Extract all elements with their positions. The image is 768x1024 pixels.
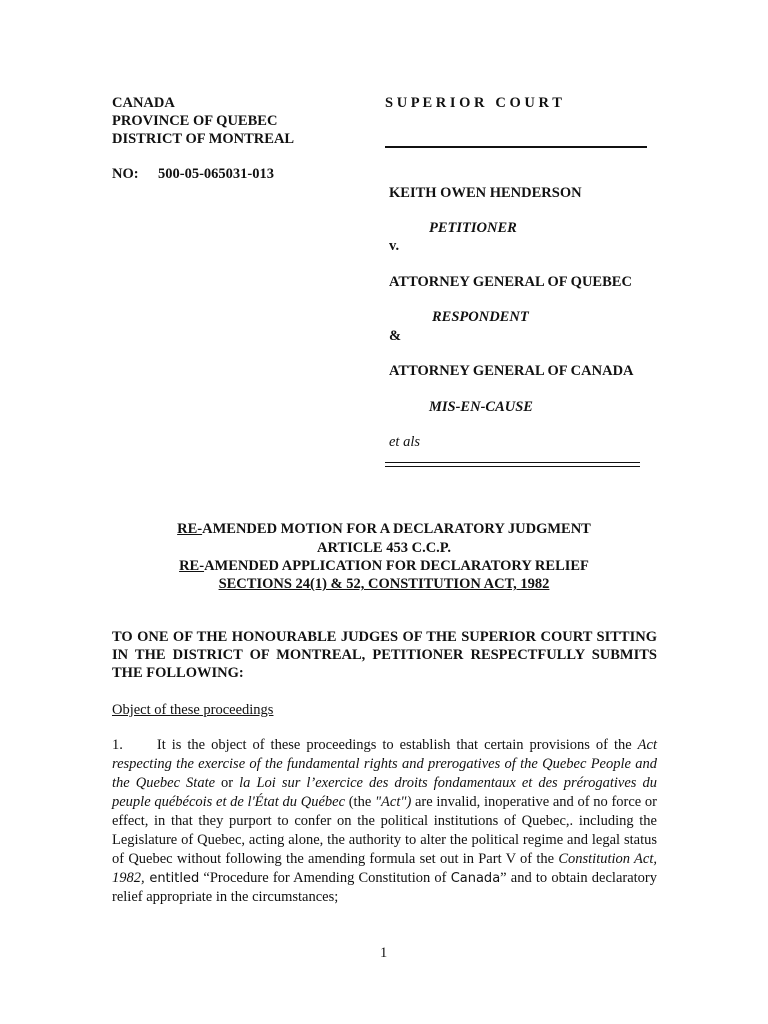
petitioner-name: KEITH OWEN HENDERSON (389, 185, 582, 201)
header-district: DISTRICT OF MONTREAL (112, 131, 295, 147)
et-als-label: et als (389, 434, 421, 450)
paragraph-1-text-c: (the (345, 794, 375, 810)
section-heading: Object of these proceedings (112, 702, 274, 718)
paragraph-number: 1. (112, 737, 123, 753)
paragraph-1-entitled: entitled (144, 871, 200, 886)
mis-en-cause-name: ATTORNEY GENERAL OF CANADA (389, 363, 634, 379)
act-english-title: Act respecting the exercise of the fundamental rights and prerogatives of the Quebec People and the Quebec State (112, 737, 657, 791)
paragraph-1-text-e: “Procedure for Amending Constitution of (199, 870, 451, 886)
case-number: 500-05-065031-013 (158, 166, 274, 182)
mis-en-cause-role: MIS-EN-CAUSE (429, 399, 533, 415)
title-line-2: ARTICLE 453 C.C.P. (317, 540, 451, 556)
paragraph-1-text-d: are invalid, inoperative and of no force or effect, in that they purport to confer on the political institutions of Quebec,. including the Legislature of Quebec, acting alone, the authority to alter the political regime and legal status of Quebec without following the amending formula set out in Part V of the (112, 794, 658, 867)
constitution-act-title: Constitution Act, 1982, (112, 851, 657, 886)
title-line-3 (0, 557, 768, 575)
act-short-name: "Act") (374, 794, 412, 810)
paragraph-1 (112, 736, 657, 907)
parties-double-rule (385, 462, 640, 467)
court-rule (385, 146, 647, 148)
header-canada: CANADA (112, 95, 175, 111)
header-province: PROVINCE OF QUEBEC (112, 113, 278, 129)
title-line-1 (0, 520, 768, 538)
paragraph-1-text-b: or (215, 775, 240, 791)
court-address: TO ONE OF THE HONOURABLE JUDGES OF THE SUPERIOR COURT SITTING IN THE DISTRICT OF MONTREAL, PETITIONER RESPECTFULLY SUBMITS THE FOLLOWING: (112, 629, 657, 681)
paragraph-1-text-a: It is the object of these proceedings to establish that certain provisions of the (156, 737, 638, 753)
act-french-title: la Loi sur l’exercice des droits fondamentaux et des prérogatives du peuple québécois et de l'État du Québec (112, 775, 657, 810)
title-line-3-text: AMENDED APPLICATION FOR DECLARATORY RELIEF (204, 558, 589, 574)
court-name: S U P E R I O R C O U R T (385, 95, 562, 111)
title-line-3-prefix: RE- (179, 558, 205, 574)
title-line-4 (0, 575, 768, 593)
ampersand-label: & (389, 328, 402, 344)
case-number-label: NO: (112, 166, 139, 182)
title-line-4-text: SECTIONS 24(1) & 52, CONSTITUTION ACT, 1982 (218, 576, 550, 592)
paragraph-1-text-f: ” and to obtain declaratory relief appropriate in the circumstances; (112, 870, 658, 905)
title-line-1-prefix: RE- (177, 521, 203, 537)
title-line-1-text: AMENDED MOTION FOR A DECLARATORY JUDGMENT (202, 521, 591, 537)
paragraph-1-canada: Canada (450, 871, 501, 886)
petitioner-role: PETITIONER (429, 220, 517, 236)
page-number: 1 (380, 945, 388, 961)
versus-label: v. (389, 238, 400, 254)
respondent-role: RESPONDENT (432, 309, 529, 325)
respondent-name: ATTORNEY GENERAL OF QUEBEC (389, 274, 632, 290)
